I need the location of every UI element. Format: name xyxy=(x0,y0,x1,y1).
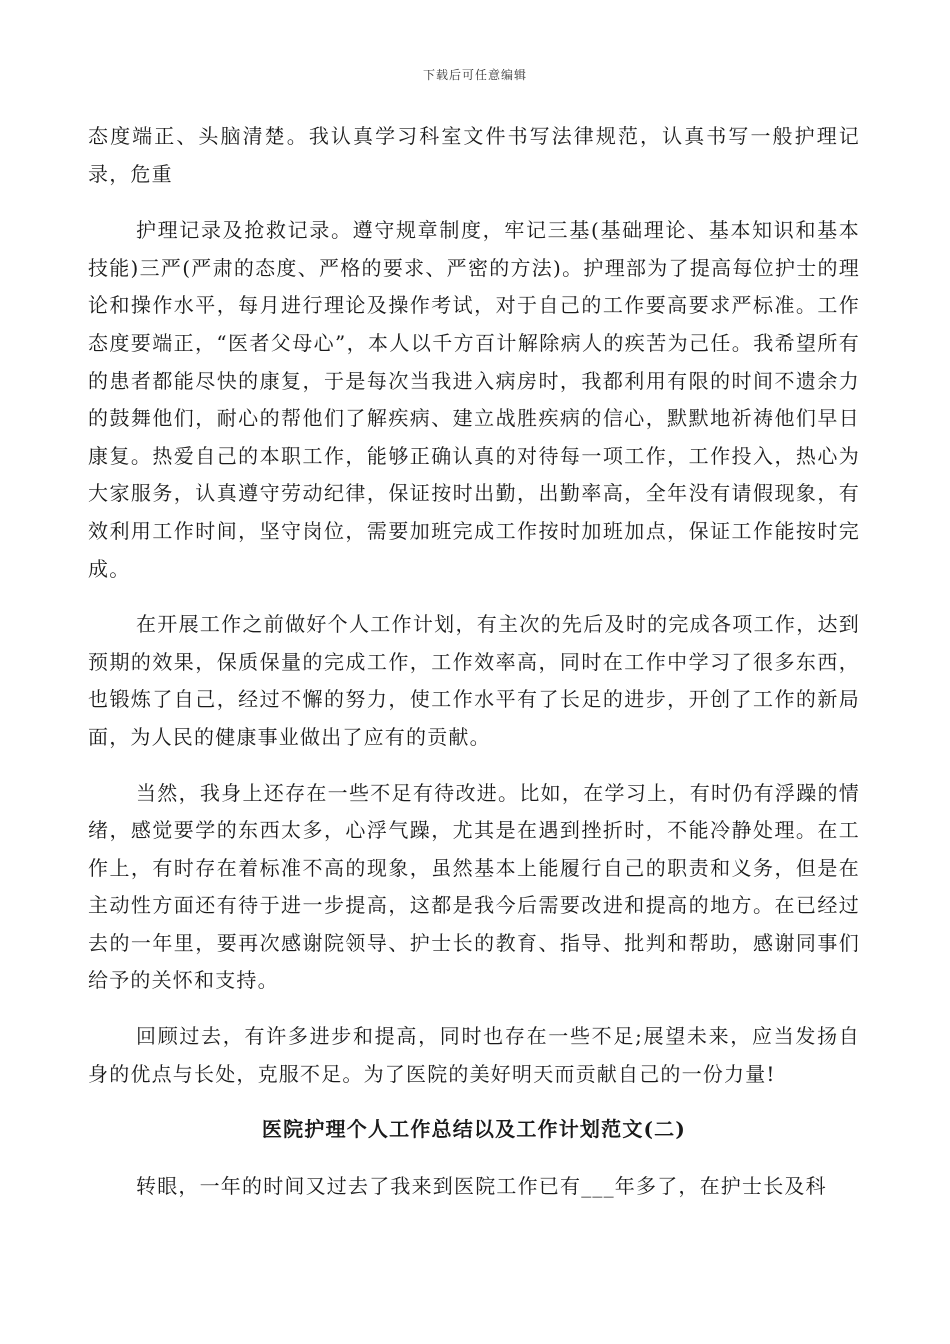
page-header-note: 下载后可任意编辑 xyxy=(422,68,527,82)
paragraph-review: 回顾过去，有许多进步和提高，同时也存在一些不足;展望未来，应当发扬自身的优点与长处，克服不足。为了医院的美好明天而贡献自己的一份力量! xyxy=(88,1024,860,1086)
paragraph-intro-two: 转眼，一年的时间又过去了我来到医院工作已有___年多了，在护士长及科 xyxy=(136,1173,827,1198)
paragraph-nursing-records: 护理记录及抢救记录。遵守规章制度，牢记三基(基础理论、基本知识和基本技能)三严(严肃的态度、严格的要求、严密的方法)。护理部为了提高每位护士的理论和操作水平，每月进行理论及操作考试，对于自己的工作要高要求严标准。工作态度要端正，“医者父母心”，本人以千方百计解除病人的疾苦为己任。我希望所有的患者都能尽快的康复，于是每次当我进入病房时，我都利用有限的时间不遗余力的鼓舞他们，耐心的帮他们了解疾病、建立战胜疾病的信心，默默地祈祷他们早日康复。热爱自己的本职工作，能够正确认真的对待每一项工作，工作投入，热心为大家服务，认真遵守劳动纪律，保证按时出勤，出勤率高，全年没有请假现象，有效利用工作时间，坚守岗位，需要加班完成工作按时加班加点，保证工作能按时完成。 xyxy=(88,218,860,581)
paragraph-work-plan: 在开展工作之前做好个人工作计划，有主次的先后及时的完成各项工作，达到预期的效果，保质保量的完成工作，工作效率高，同时在工作中学习了很多东西，也锻炼了自己，经过不懈的努力，使工作水平有了长足的进步，开创了工作的新局面，为人民的健康事业做出了应有的贡献。 xyxy=(88,612,860,749)
paragraph-shortcomings: 当然，我身上还存在一些不足有待改进。比如，在学习上，有时仍有浮躁的情绪，感觉要学的东西太多，心浮气躁，尤其是在遇到挫折时，不能冷静处理。在工作上，有时存在着标准不高的现象，虽然基本上能履行自己的职责和义务，但是在主动性方面还有待于进一步提高，这都是我今后需要改进和提高的地方。在已经过去的一年里，要再次感谢院领导、护士长的教育、指导、批判和帮助，感谢同事们给予的关怀和支持。 xyxy=(88,780,860,993)
paragraph-continued: 态度端正、头脑清楚。我认真学习科室文件书写法律规范，认真书写一般护理记录，危重 xyxy=(88,124,860,186)
section-title: 医院护理个人工作总结以及工作计划范文(二) xyxy=(261,1117,687,1142)
document-body xyxy=(88,118,860,1205)
